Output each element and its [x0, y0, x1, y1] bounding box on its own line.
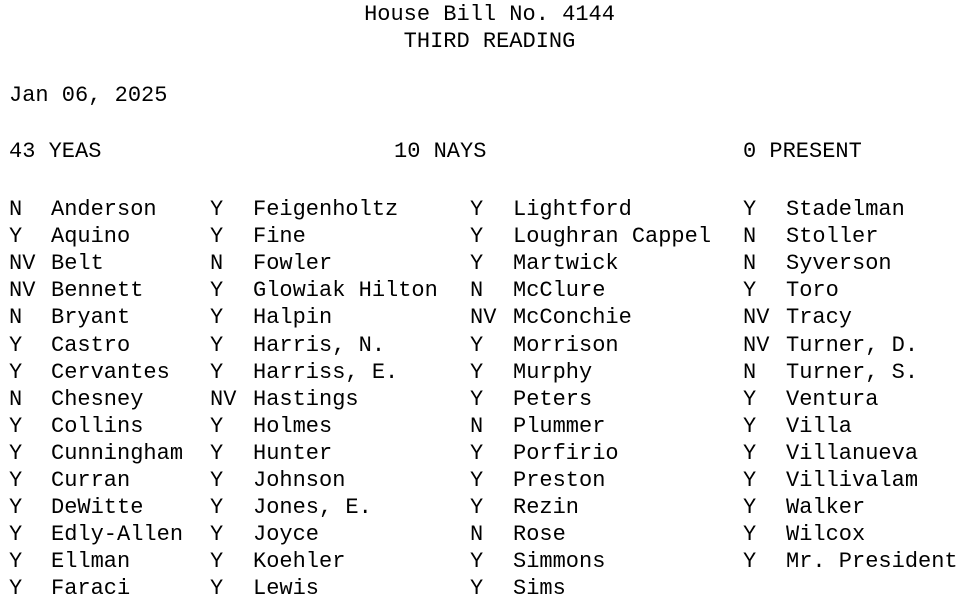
vote-code: Y	[9, 359, 23, 385]
vote-code: Y	[210, 522, 224, 548]
legislator-name: Aquino	[51, 224, 131, 250]
vote-code: Y	[210, 413, 224, 439]
vote-code: Y	[470, 197, 484, 222]
legislator-name: Ellman	[51, 549, 131, 575]
legislator-name: Koehler	[253, 549, 346, 575]
vote-code: Y	[470, 359, 484, 385]
vote-code: Y	[470, 549, 484, 575]
legislator-name: Feigenholtz	[253, 197, 399, 222]
vote-code: Y	[210, 332, 224, 358]
vote-code: Y	[470, 224, 484, 250]
vote-code: Y	[470, 332, 484, 358]
vote-code: Y	[210, 197, 224, 222]
vote-code: Y	[470, 495, 484, 521]
legislator-name: Bennett	[51, 278, 144, 304]
vote-code: Y	[9, 522, 23, 548]
vote-code: Y	[743, 549, 757, 575]
vote-code: NV	[9, 278, 36, 304]
vote-code: Y	[9, 495, 23, 521]
legislator-name: Belt	[51, 251, 104, 277]
vote-code: N	[9, 197, 23, 222]
vote-code: Y	[210, 576, 224, 602]
vote-code: Y	[210, 278, 224, 304]
legislator-name: Stadelman	[786, 197, 905, 222]
legislator-name: Sims	[513, 576, 566, 602]
legislator-name: DeWitte	[51, 495, 144, 521]
legislator-name: Bryant	[51, 305, 131, 331]
vote-code: NV	[743, 305, 770, 331]
legislator-name: Halpin	[253, 305, 333, 331]
legislator-name: Martwick	[513, 251, 619, 277]
legislator-name: McConchie	[513, 305, 632, 331]
vote-code: Y	[743, 413, 757, 439]
legislator-name: Lightford	[513, 197, 632, 222]
legislator-name: Johnson	[253, 468, 346, 493]
vote-code: Y	[210, 440, 224, 466]
legislator-name: Plummer	[513, 413, 606, 439]
vote-code: Y	[743, 386, 757, 412]
vote-code: Y	[210, 495, 224, 521]
legislator-name: Lewis	[253, 576, 320, 602]
legislator-name: Harriss, E.	[253, 359, 399, 385]
vote-code: Y	[9, 224, 23, 250]
legislator-name: Hunter	[253, 440, 333, 466]
vote-code: NV	[9, 251, 36, 277]
legislator-name: Villa	[786, 413, 853, 439]
legislator-name: Wilcox	[786, 522, 866, 548]
legislator-name: Preston	[513, 468, 606, 493]
legislator-name: Rose	[513, 522, 566, 548]
vote-code: Y	[470, 386, 484, 412]
vote-code: Y	[210, 305, 224, 331]
legislator-name: Walker	[786, 495, 866, 521]
vote-code: NV	[470, 305, 497, 331]
legislator-name: Collins	[51, 413, 144, 439]
vote-code: Y	[9, 332, 23, 358]
legislator-name: Villanueva	[786, 440, 919, 466]
vote-code: Y	[210, 549, 224, 575]
legislator-name: Turner, D.	[786, 332, 919, 358]
legislator-name: Faraci	[51, 576, 131, 602]
vote-code: Y	[743, 440, 757, 466]
legislator-name: Tracy	[786, 305, 853, 331]
legislator-name: Loughran Cappel	[513, 224, 712, 250]
vote-code: Y	[9, 549, 23, 575]
legislator-name: Fine	[253, 224, 306, 250]
legislator-name: Turner, S.	[786, 359, 919, 385]
vote-code: N	[470, 413, 484, 439]
legislator-name: Chesney	[51, 386, 144, 412]
legislator-name: Joyce	[253, 522, 320, 548]
bill-title: House Bill No. 4144	[364, 2, 615, 27]
vote-code: Y	[470, 468, 484, 493]
vote-code: Y	[470, 251, 484, 277]
legislator-name: Ventura	[786, 386, 879, 412]
vote-code: Y	[210, 224, 224, 250]
vote-code: N	[743, 359, 757, 385]
legislator-name: Murphy	[513, 359, 593, 385]
vote-code: Y	[470, 576, 484, 602]
legislator-name: Morrison	[513, 332, 619, 358]
vote-code: Y	[210, 468, 224, 493]
legislator-name: McClure	[513, 278, 606, 304]
legislator-name: Simmons	[513, 549, 606, 575]
vote-code: N	[9, 386, 23, 412]
vote-code: Y	[743, 522, 757, 548]
legislator-name: Syverson	[786, 251, 892, 277]
reading-label: THIRD READING	[403, 29, 576, 54]
legislator-name: Stoller	[786, 224, 879, 250]
legislator-name: Holmes	[253, 413, 333, 439]
legislator-name: Anderson	[51, 197, 157, 222]
vote-code: Y	[9, 468, 23, 493]
vote-code: Y	[743, 495, 757, 521]
legislator-name: Mr. President	[786, 549, 958, 575]
vote-code: Y	[470, 440, 484, 466]
legislator-name: Peters	[513, 386, 593, 412]
legislator-name: Villivalam	[786, 468, 919, 493]
vote-date: Jan 06, 2025	[9, 83, 168, 108]
vote-code: NV	[743, 332, 770, 358]
vote-code: Y	[743, 278, 757, 304]
vote-code: N	[470, 522, 484, 548]
vote-code: N	[743, 251, 757, 277]
legislator-name: Glowiak Hilton	[253, 278, 438, 304]
vote-code: N	[210, 251, 224, 277]
nays-count: 10 NAYS	[394, 139, 487, 164]
vote-code: Y	[210, 359, 224, 385]
vote-code: N	[470, 278, 484, 304]
legislator-name: Rezin	[513, 495, 580, 521]
legislator-name: Curran	[51, 468, 131, 493]
legislator-name: Castro	[51, 332, 131, 358]
legislator-name: Toro	[786, 278, 839, 304]
vote-code: Y	[9, 440, 23, 466]
present-count: 0 PRESENT	[743, 139, 862, 164]
legislator-name: Hastings	[253, 386, 359, 412]
legislator-name: Fowler	[253, 251, 333, 277]
vote-code: Y	[743, 197, 757, 222]
vote-code: N	[743, 224, 757, 250]
vote-code: N	[9, 305, 23, 331]
yeas-count: 43 YEAS	[9, 139, 102, 164]
legislator-name: Cervantes	[51, 359, 170, 385]
vote-code: Y	[9, 413, 23, 439]
legislator-name: Edly-Allen	[51, 522, 184, 548]
legislator-name: Jones, E.	[253, 495, 372, 521]
legislator-name: Cunningham	[51, 440, 184, 466]
vote-code: Y	[743, 468, 757, 493]
legislator-name: Harris, N.	[253, 332, 386, 358]
legislator-name: Porfirio	[513, 440, 619, 466]
vote-code: NV	[210, 386, 237, 412]
vote-code: Y	[9, 576, 23, 602]
